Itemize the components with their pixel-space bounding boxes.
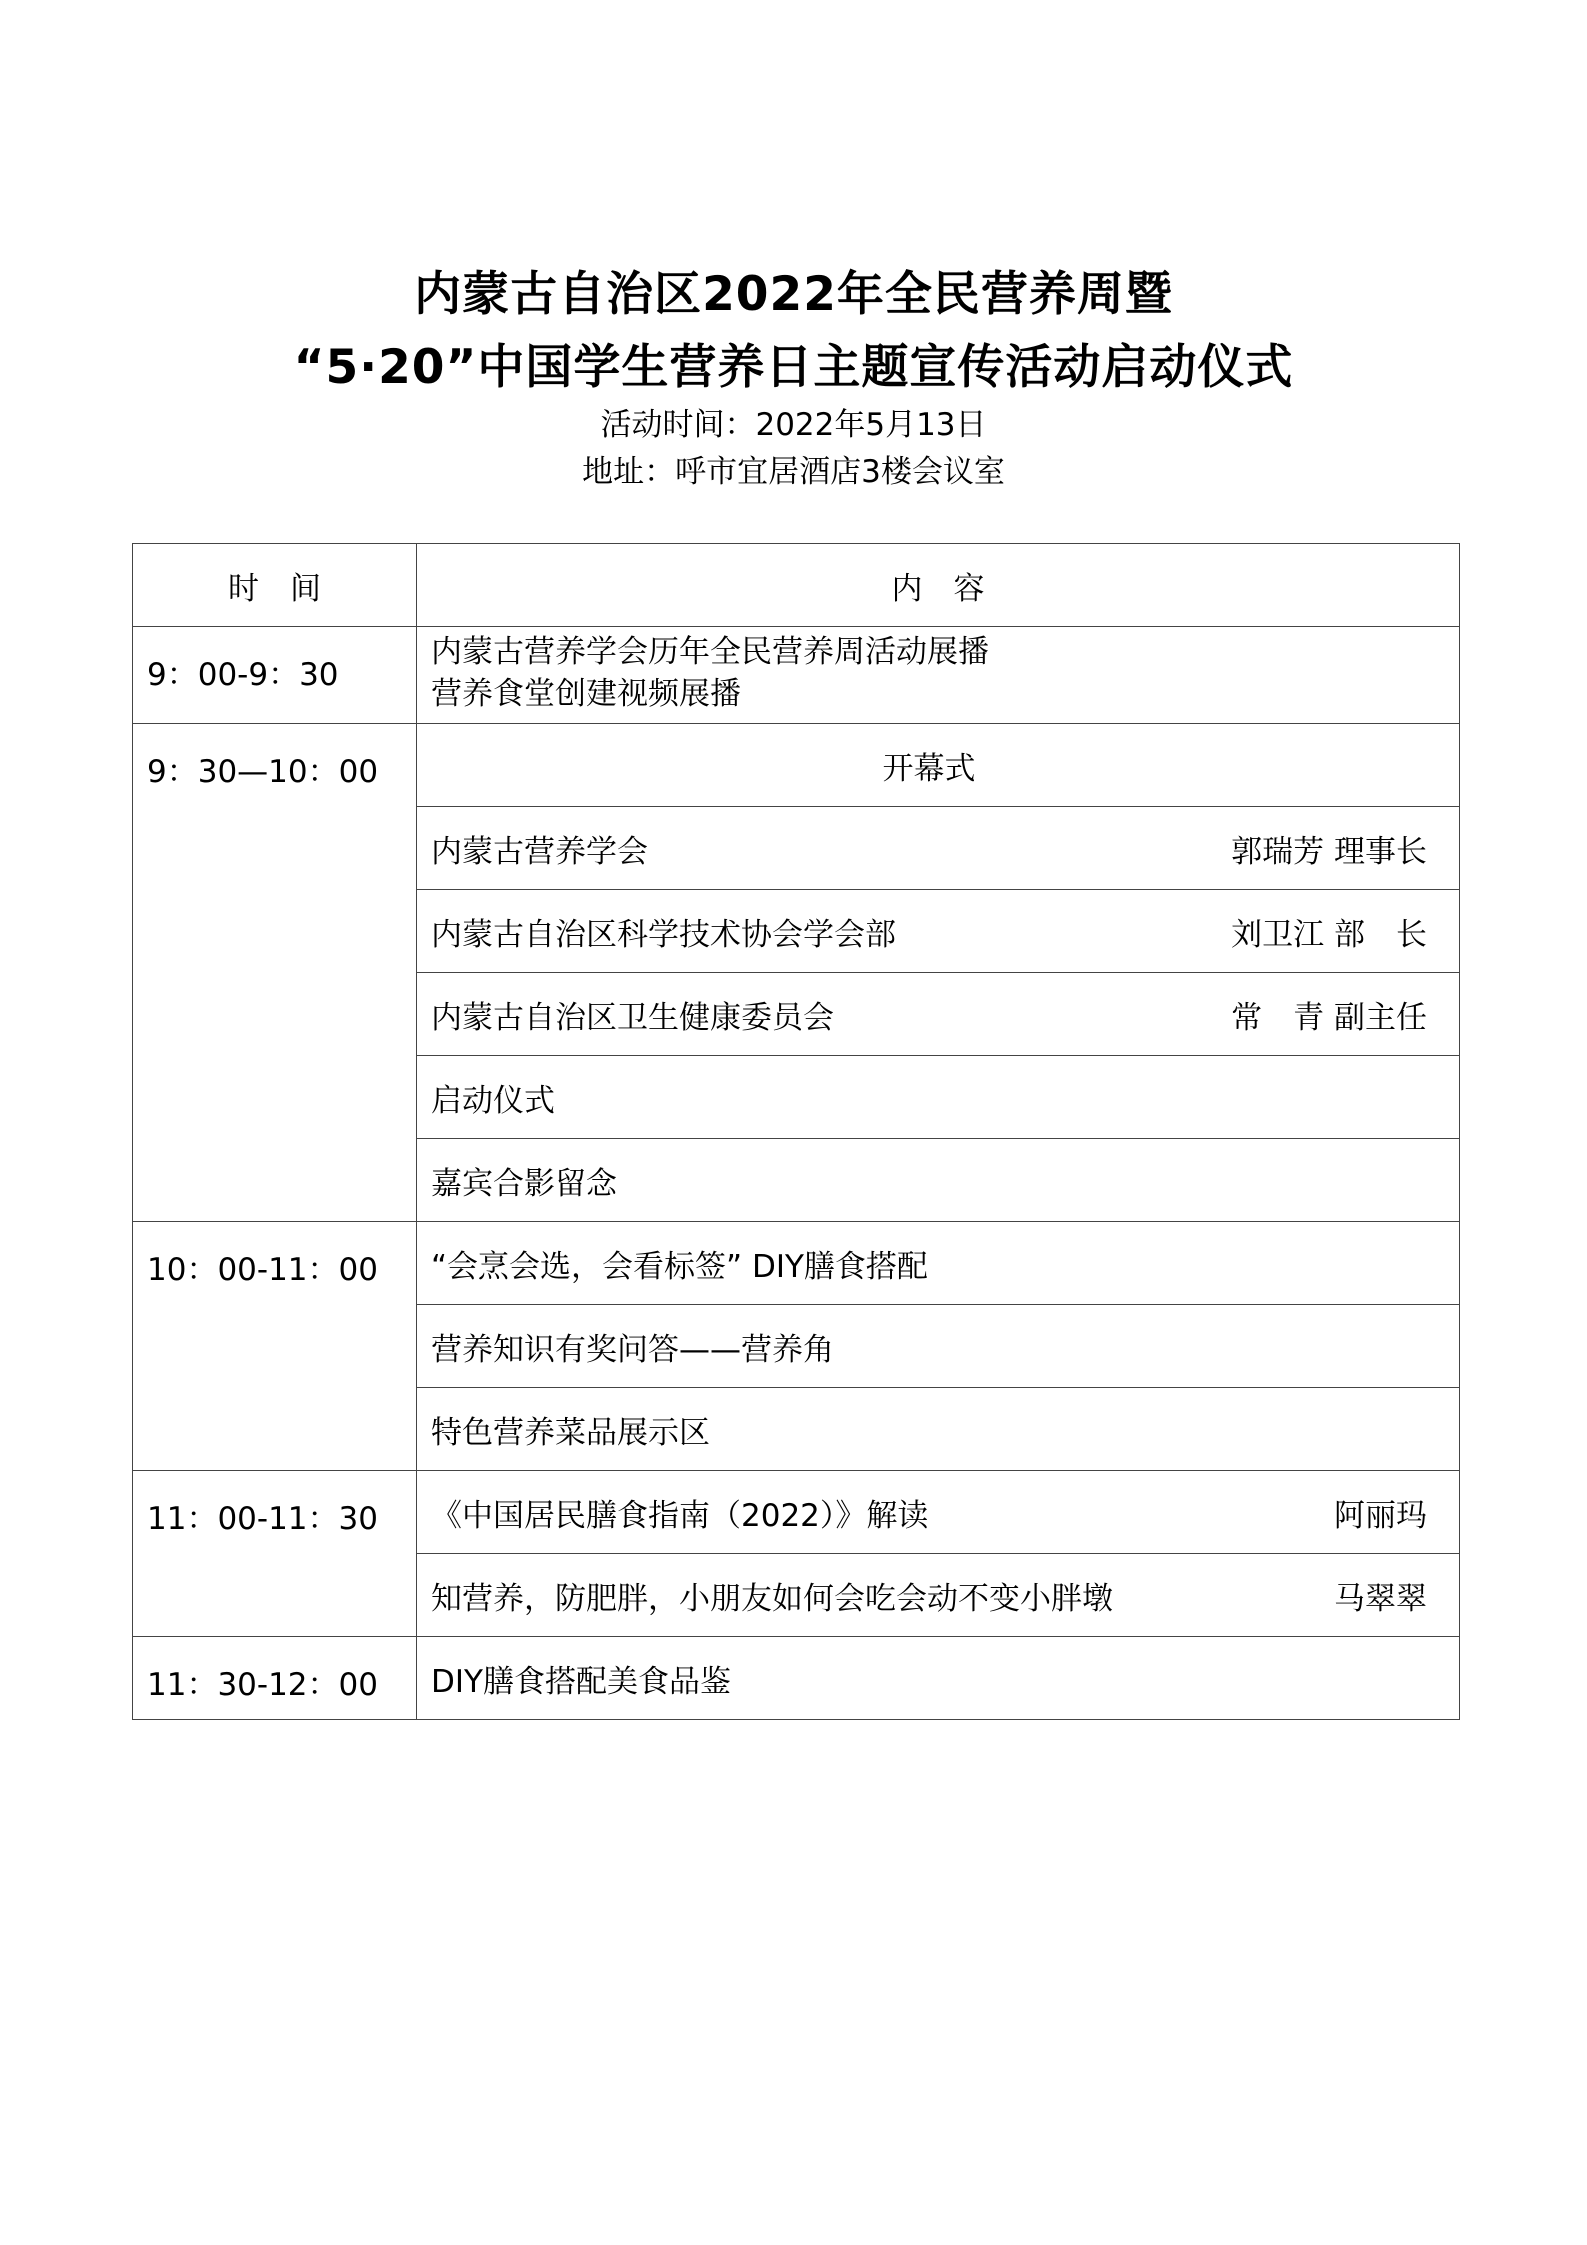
speaker: 刘卫江 部 长 <box>1231 916 1427 953</box>
content-line: 内蒙古营养学会历年全民营养周活动展播 <box>431 634 989 670</box>
content-cell <box>417 890 1460 973</box>
schedule-table <box>132 543 1460 1720</box>
content-cell <box>417 627 1460 724</box>
event-address: 地址：呼市宜居酒店3楼会议室 <box>582 454 1005 490</box>
table-row <box>133 1222 1460 1305</box>
speaker: 常 青 副主任 <box>1231 999 1427 1036</box>
time-slot: 10：00-11：00 <box>133 1222 417 1471</box>
table-row <box>133 627 1460 724</box>
document-title-line-2: “5·20”中国学生营养日主题宣传活动启动仪式 <box>293 340 1294 395</box>
table-row <box>133 724 1460 807</box>
topic: 《中国居民膳食指南（2022）》解读 <box>431 1497 929 1534</box>
content-cell: 营养知识有奖问答——营养角 <box>417 1305 1460 1388</box>
time-slot: 11：30-12：00 <box>133 1637 417 1720</box>
content-cell: 启动仪式 <box>417 1056 1460 1139</box>
event-time: 活动时间：2022年5月13日 <box>600 407 987 443</box>
header-content: 内 容 <box>417 544 1460 627</box>
content-line: 营养食堂创建视频展播 <box>431 676 741 712</box>
content-cell <box>417 1471 1460 1554</box>
table-header-row <box>133 544 1460 627</box>
speaker: 郭瑞芳 理事长 <box>1231 833 1427 870</box>
organization: 内蒙古自治区科学技术协会学会部 <box>431 916 896 953</box>
content-cell <box>417 973 1460 1056</box>
organization: 内蒙古营养学会 <box>431 833 648 870</box>
table-row <box>133 1637 1460 1720</box>
content-cell: DIY膳食搭配美食品鉴 <box>417 1637 1460 1720</box>
speaker: 马翠翠 <box>1334 1580 1427 1617</box>
time-slot: 9：30—10：00 <box>133 724 417 1222</box>
speaker: 阿丽玛 <box>1334 1497 1427 1534</box>
table-row <box>133 1471 1460 1554</box>
time-slot: 11：00-11：30 <box>133 1471 417 1637</box>
header-time: 时 间 <box>133 544 417 627</box>
content-cell: 嘉宾合影留念 <box>417 1139 1460 1222</box>
time-slot: 9：00-9：30 <box>133 627 417 724</box>
organization: 内蒙古自治区卫生健康委员会 <box>431 999 834 1036</box>
content-cell <box>417 807 1460 890</box>
content-cell: 特色营养菜品展示区 <box>417 1388 1460 1471</box>
content-cell: “会烹会选，会看标签” DIY膳食搭配 <box>417 1222 1460 1305</box>
document-title-line-1: 内蒙古自治区2022年全民营养周暨 <box>414 267 1173 322</box>
content-cell <box>417 1554 1460 1637</box>
section-heading: 开幕式 <box>417 724 1460 807</box>
topic: 知营养，防肥胖，小朋友如何会吃会动不变小胖墩 <box>431 1580 1113 1617</box>
